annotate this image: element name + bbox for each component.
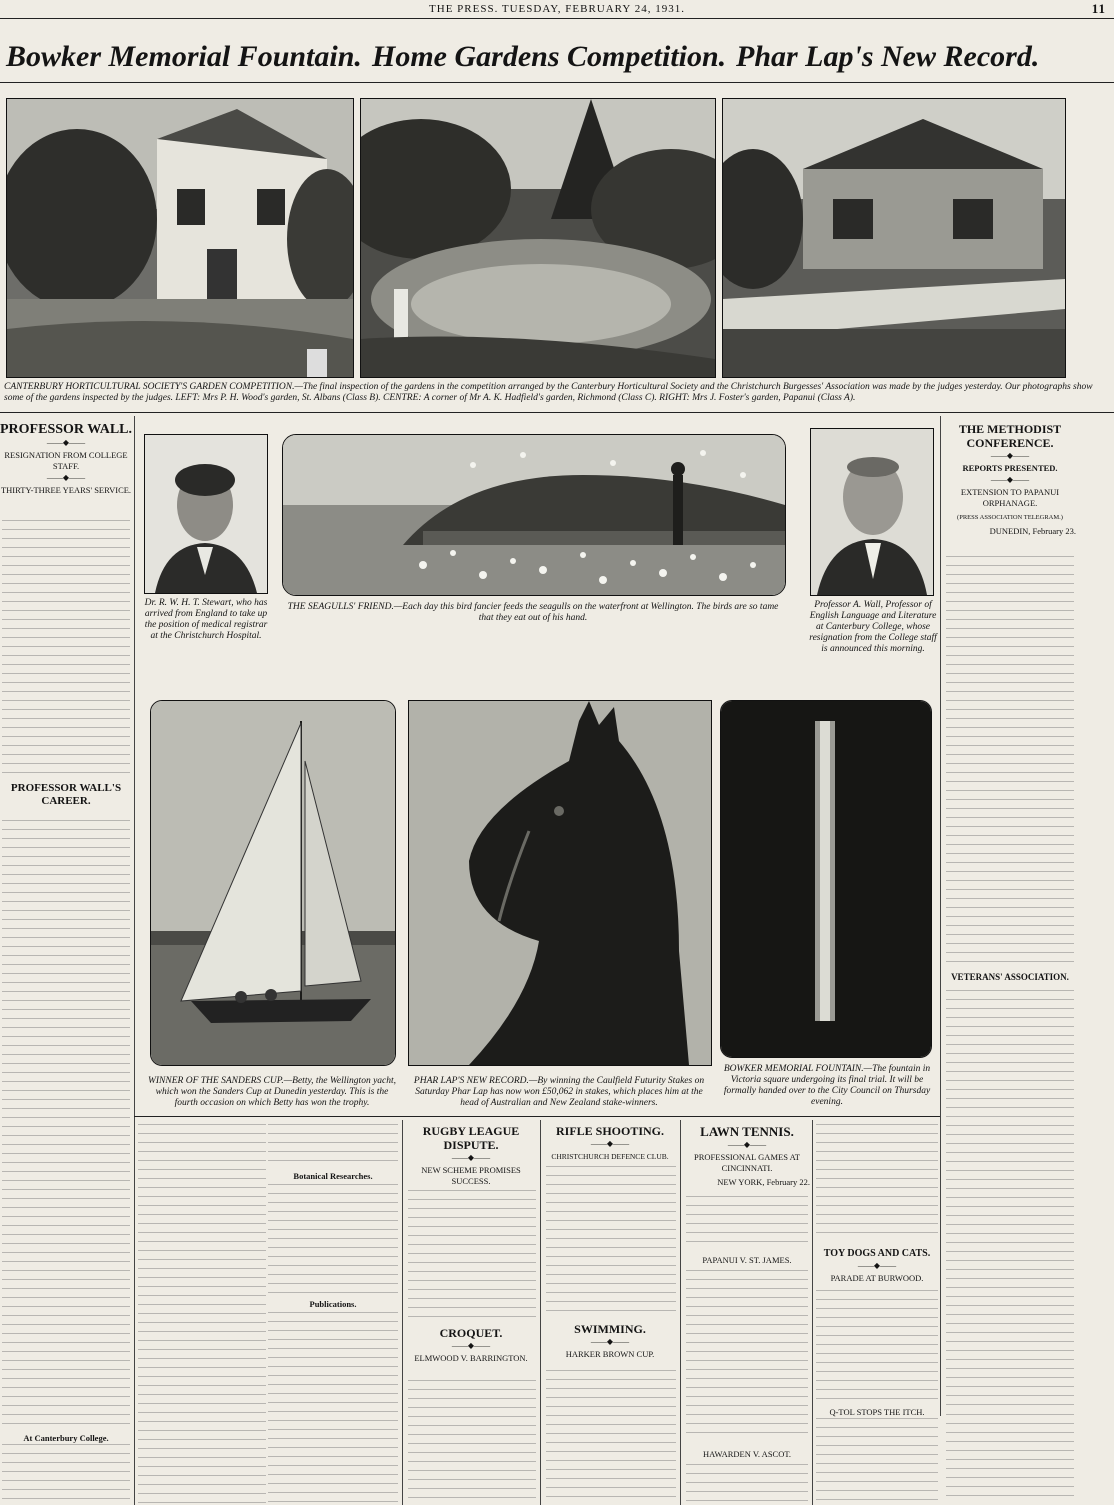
column-rule xyxy=(680,1120,681,1505)
bowker-caption: BOWKER MEMORIAL FOUNTAIN.—The fountain in Victoria square undergoing its final trial. It will be formally handed over to the City Council on Thursday evening. xyxy=(723,1064,931,1107)
publications-heading: Publications. xyxy=(309,1299,357,1309)
garden-photo-hadfield xyxy=(360,98,716,378)
veterans-body-text xyxy=(946,990,1074,1410)
divider: ——◆—— xyxy=(727,1140,767,1149)
divider: ——◆—— xyxy=(46,438,86,447)
wall-continued-text xyxy=(138,1124,266,1504)
swimming-article xyxy=(544,1322,676,1360)
tennis-subhead: PROFESSIONAL GAMES AT CINCINNATI. xyxy=(694,1152,800,1173)
methodist-subhead: REPORTS PRESENTED. xyxy=(962,463,1058,473)
rugby-article xyxy=(406,1124,536,1187)
page-number: 11 xyxy=(1091,1,1106,16)
papanui-section xyxy=(684,1252,810,1266)
divider: ——◆—— xyxy=(451,1153,491,1162)
botany-text xyxy=(268,1124,398,1164)
wall-caption: Professor A. Wall, Professor of English Language and Literature at Canterbury College, whose resignation from the College staff is announced this morning. xyxy=(809,600,937,654)
caption-rule xyxy=(0,412,1114,413)
swimming-body-text xyxy=(546,1370,676,1502)
dateline: THE PRESS. TUESDAY, FEBRUARY 24, 1931. xyxy=(429,3,685,15)
divider: ——◆—— xyxy=(46,473,86,482)
hawarden-body-text xyxy=(686,1464,808,1504)
hawarden-section xyxy=(684,1446,810,1460)
wall-subhead: RESIGNATION FROM COLLEGE STAFF. xyxy=(4,450,128,471)
botanical-body-text xyxy=(268,1184,398,1294)
wall-portrait xyxy=(810,428,934,596)
divider: ——◆—— xyxy=(451,1341,491,1350)
column-rule xyxy=(402,1120,403,1505)
canterbury-college-body-text xyxy=(2,1444,130,1504)
methodist-body-text xyxy=(946,556,1074,966)
pharlap-caption: PHAR LAP'S NEW RECORD.—By winning the Caulfield Futurity Stakes on Saturday Phar Lap has now won £50,062 in stakes, which places him at the head of Australian and New Zealand stake-winners. xyxy=(413,1076,705,1108)
wall-title: PROFESSOR WALL. xyxy=(0,422,132,437)
swimming-subhead: HARKER BROWN CUP. xyxy=(565,1349,655,1359)
veterans-article xyxy=(944,972,1076,983)
divider: ——◆—— xyxy=(990,451,1030,460)
croquet-body-text xyxy=(408,1380,536,1502)
wall-body-text xyxy=(2,520,130,778)
methodist-dateline: DUNEDIN, February 23. xyxy=(989,526,1076,536)
toy-dogs-body-text xyxy=(816,1290,938,1400)
bowker-fountain-photo xyxy=(720,700,932,1058)
pharlap-photo xyxy=(408,700,712,1066)
column-rule xyxy=(134,416,135,1505)
column-rule xyxy=(940,416,941,1416)
methodist-title: THE METHODIST CONFERENCE. xyxy=(958,422,1062,450)
divider: ——◆—— xyxy=(857,1261,897,1270)
toy-dogs-article xyxy=(814,1248,940,1284)
column-rule xyxy=(812,1120,813,1505)
methodist-article xyxy=(944,422,1076,537)
qtol-body-text xyxy=(816,1418,938,1504)
veterans-heading: VETERANS' ASSOCIATION. xyxy=(951,972,1069,982)
yacht-photo xyxy=(150,700,396,1066)
publications-section xyxy=(268,1296,398,1310)
professor-wall-article xyxy=(0,422,132,496)
agency-line: (PRESS ASSOCIATION TELEGRAM.) xyxy=(957,514,1063,521)
divider: ——◆—— xyxy=(590,1139,630,1148)
headline-pharlap: Phar Lap's New Record. xyxy=(736,40,1040,73)
wall-subhead-2: THIRTY-THREE YEARS' SERVICE. xyxy=(0,485,132,495)
seagulls-photo xyxy=(282,434,786,596)
tennis-article xyxy=(684,1124,810,1188)
publications-body-text xyxy=(268,1312,398,1502)
tennis-title: LAWN TENNIS. xyxy=(700,1124,794,1139)
toy-dogs-subhead: PARADE AT BURWOOD. xyxy=(830,1273,924,1283)
tennis-results-text xyxy=(816,1124,938,1240)
headline-rule xyxy=(0,82,1114,83)
rifle-body-text xyxy=(546,1166,676,1316)
hawarden-heading: HAWARDEN V. ASCOT. xyxy=(702,1449,792,1459)
career-body-text xyxy=(2,820,130,1426)
rugby-body-text-1 xyxy=(408,1190,536,1320)
divider: ——◆—— xyxy=(590,1337,630,1346)
qtol-heading: Q-TOL STOPS THE ITCH. xyxy=(829,1407,925,1417)
papanui-heading: PAPANUI V. ST. JAMES. xyxy=(702,1255,792,1265)
career-heading: PROFESSOR WALL'S CAREER. xyxy=(10,782,122,807)
garden-photo-foster xyxy=(722,98,1066,378)
canterbury-college-section xyxy=(0,1430,132,1444)
wall-career xyxy=(0,782,132,808)
toy-dogs-title: TOY DOGS AND CATS. xyxy=(823,1248,931,1259)
seagull-caption: THE SEAGULLS' FRIEND.—Each day this bird fancier feeds the seagulls on the waterfront at Wellington. The birds are so tame that they eat out of his hand. xyxy=(287,602,779,623)
stewart-caption: Dr. R. W. H. T. Stewart, who has arrived from England to take up the position of medical registrar at the Christchurch Hospital. xyxy=(144,598,268,641)
garden-caption: CANTERBURY HORTICULTURAL SOCIETY'S GARDEN COMPETITION.—The final inspection of the gardens in the competition arranged by the Canterbury Horticultural Society and the Christchurch Burgesses' Association was made by the judges yesterday. Our photographs show some of the gardens inspected by the judges. LEFT: Mrs P. H. Wood's garden, St. Albans (Class B). CENTRE: A corner of Mr A. K. Hadfield's garden, Richmond (Class C). RIGHT: Mrs J. Foster's garden, Papanui (Class A). xyxy=(4,382,1093,403)
masthead xyxy=(0,0,1114,19)
swimming-title: SWIMMING. xyxy=(574,1322,646,1336)
croquet-subhead: ELMWOOD V. BARRINGTON. xyxy=(414,1353,528,1363)
rugby-subhead: NEW SCHEME PROMISES SUCCESS. xyxy=(421,1165,521,1186)
stewart-portrait xyxy=(144,434,268,594)
garden-photo-wood xyxy=(6,98,354,378)
divider: ——◆—— xyxy=(990,475,1030,484)
croquet-title: CROQUET. xyxy=(439,1326,503,1340)
sanders-caption: WINNER OF THE SANDERS CUP.—Betty, the Wellington yacht, which won the Sanders Cup at Dunedin yesterday. This is the fourth occasion on which Betty has won the trophy. xyxy=(147,1076,397,1108)
column-rule xyxy=(540,1120,541,1505)
tennis-dateline: NEW YORK, February 22. xyxy=(717,1177,810,1187)
botanical-heading: Botanical Researches. xyxy=(293,1171,373,1181)
botanical-section xyxy=(268,1168,398,1182)
section-rule xyxy=(134,1116,940,1117)
rifle-title: RIFLE SHOOTING. xyxy=(555,1124,665,1138)
rugby-title: RUGBY LEAGUE DISPUTE. xyxy=(422,1124,520,1152)
papanui-body-text xyxy=(686,1270,808,1440)
headline-gardens: Home Gardens Competition. xyxy=(372,40,727,73)
qtol-advert xyxy=(814,1404,940,1418)
rifle-subhead: CHRISTCHURCH DEFENCE CLUB. xyxy=(551,1152,669,1161)
canterbury-college-heading: At Canterbury College. xyxy=(23,1433,109,1443)
rifle-article xyxy=(544,1124,676,1162)
tennis-body-text-1 xyxy=(686,1196,808,1248)
veterans-continued-text xyxy=(946,1414,1074,1504)
headline-bowker: Bowker Memorial Fountain. xyxy=(6,40,362,73)
croquet-article xyxy=(406,1326,536,1364)
methodist-subhead-2: EXTENSION TO PAPANUI ORPHANAGE. xyxy=(960,487,1060,508)
